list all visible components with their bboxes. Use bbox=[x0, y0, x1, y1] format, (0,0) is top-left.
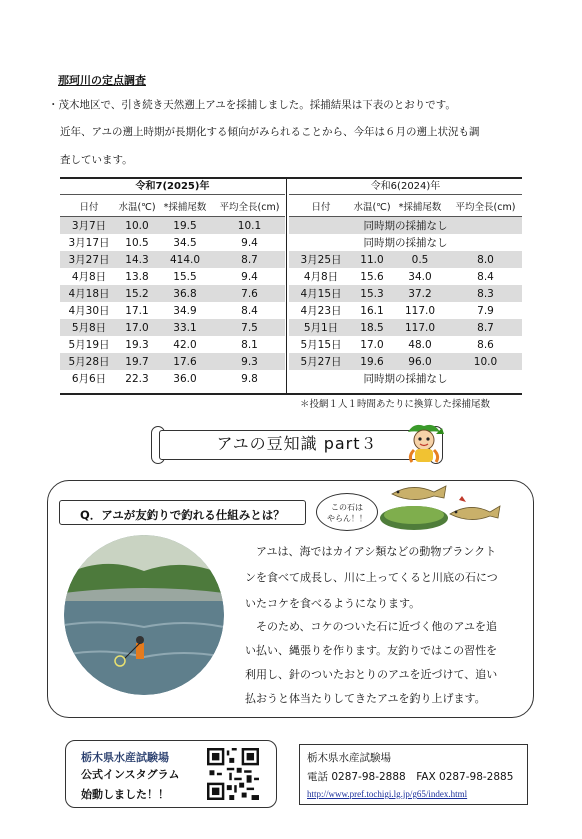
table-footnote: ＊投網１人１時間あたりに換算した採捕尾数 bbox=[300, 399, 491, 410]
table-2024-title: 令和6(2024)年 bbox=[289, 179, 522, 195]
cell-temp: 15.6 bbox=[360, 270, 384, 283]
table-row bbox=[60, 285, 285, 302]
cell-date: 3月25日 bbox=[300, 254, 342, 266]
cell-length: 7.5 bbox=[241, 321, 258, 334]
table-row bbox=[289, 251, 522, 268]
no-sample-note: 同時期の採捕なし bbox=[363, 237, 448, 249]
intro-line-2: 近年、アユの遡上時期が長期化する傾向がみられることから、今年は６月の遡上状況も調 bbox=[60, 126, 480, 138]
cell-length: 9.4 bbox=[241, 270, 258, 283]
cell-length: 8.1 bbox=[241, 338, 258, 351]
table-row bbox=[60, 234, 285, 251]
speech-bubble bbox=[316, 493, 378, 531]
cell-temp: 15.2 bbox=[125, 287, 149, 300]
answer-line-4: そのため、コケのついた石に近づく他のアユを追 bbox=[256, 620, 498, 633]
contact-name: 栃木県水産試験場 bbox=[307, 752, 391, 764]
instagram-label: 公式インスタグラム bbox=[81, 768, 180, 781]
cell-count: 19.5 bbox=[173, 219, 197, 232]
cell-date: 5月15日 bbox=[300, 339, 342, 351]
cell-count: 96.0 bbox=[408, 355, 432, 368]
table-row bbox=[289, 336, 522, 353]
cell-length: 8.0 bbox=[477, 253, 494, 266]
question-text: Q．アユが友釣りで釣れる仕組みとは？ bbox=[80, 508, 285, 522]
cell-date: 5月8日 bbox=[71, 322, 107, 334]
cell-length: 10.0 bbox=[473, 355, 498, 368]
table-row bbox=[289, 234, 522, 251]
header-temp: 水温(℃) bbox=[118, 201, 156, 213]
table-row bbox=[60, 336, 285, 353]
table-row bbox=[60, 353, 285, 370]
mascot-icon bbox=[400, 420, 448, 468]
bubble-line-2: やらん！！ bbox=[327, 514, 367, 523]
cell-count: 36.8 bbox=[173, 287, 197, 300]
cell-length: 8.7 bbox=[241, 253, 258, 266]
table-row bbox=[289, 268, 522, 285]
section-heading: 那珂川の定点調査 bbox=[58, 74, 146, 87]
cell-length: 9.4 bbox=[241, 236, 258, 249]
cell-count: 414.0 bbox=[169, 253, 201, 266]
answer-line-1: アユは、海ではカイアシ類などの動物プランクト bbox=[256, 545, 497, 558]
header-length: 平均全長(cm) bbox=[219, 201, 280, 213]
cell-count: 0.5 bbox=[411, 253, 429, 266]
cell-temp: 17.0 bbox=[125, 321, 149, 334]
table-row bbox=[289, 302, 522, 319]
table-row bbox=[60, 268, 285, 285]
contact-url-link[interactable]: http://www.pref.tochigi.lg.jp/g65/index.html bbox=[307, 789, 468, 799]
table-2025-title: 令和7(2025)年 bbox=[60, 179, 285, 195]
cell-length: 8.4 bbox=[477, 270, 494, 283]
table-2025 bbox=[60, 179, 285, 387]
header-date: 日付 bbox=[311, 201, 331, 213]
cell-date: 4月15日 bbox=[300, 288, 342, 300]
no-sample-note: 同時期の採捕なし bbox=[363, 373, 448, 385]
fish-on-stone-illustration bbox=[372, 482, 502, 532]
no-sample-note: 同時期の採捕なし bbox=[363, 220, 448, 232]
cell-length: 7.9 bbox=[477, 304, 494, 317]
answer-line-7: 払おうと体当たりしてきたアユを釣り上げます。 bbox=[245, 692, 486, 705]
river-fishing-photo bbox=[64, 535, 224, 695]
answer-line-2: ンを食べて成長し、川に上ってくると川底の石につ bbox=[245, 571, 498, 584]
table-row bbox=[60, 319, 285, 336]
header-temp: 水温(℃) bbox=[353, 201, 391, 213]
cell-temp: 19.3 bbox=[125, 338, 149, 351]
cell-length: 7.6 bbox=[241, 287, 258, 300]
cell-temp: 14.3 bbox=[125, 253, 149, 266]
cell-count: 37.2 bbox=[408, 287, 432, 300]
cell-date: 5月28日 bbox=[68, 356, 110, 368]
cell-length: 8.3 bbox=[477, 287, 494, 300]
cell-length: 10.1 bbox=[237, 219, 262, 232]
cell-count: 48.0 bbox=[408, 338, 432, 351]
answer-line-3: いたコケを食べるようになります。 bbox=[245, 597, 421, 610]
cell-temp: 17.0 bbox=[360, 338, 384, 351]
cell-date: 5月27日 bbox=[300, 356, 342, 368]
instagram-org-name: 栃木県水産試験場 bbox=[81, 751, 169, 764]
cell-count: 34.0 bbox=[408, 270, 432, 283]
cell-temp: 13.8 bbox=[125, 270, 149, 283]
cell-date: 6月6日 bbox=[71, 373, 107, 385]
table-row bbox=[60, 217, 285, 234]
cell-count: 15.5 bbox=[173, 270, 197, 283]
cell-temp: 19.7 bbox=[125, 355, 149, 368]
banner-title: アユの豆知識 part３ bbox=[216, 434, 378, 453]
header-length: 平均全長(cm) bbox=[455, 201, 516, 213]
cell-length: 8.7 bbox=[477, 321, 494, 334]
cell-temp: 18.5 bbox=[360, 321, 384, 334]
cell-date: 4月23日 bbox=[300, 305, 342, 317]
cell-length: 9.3 bbox=[241, 355, 258, 368]
cell-count: 34.5 bbox=[173, 236, 197, 249]
cell-temp: 16.1 bbox=[360, 304, 384, 317]
cell-length: 8.6 bbox=[477, 338, 494, 351]
cell-temp: 11.0 bbox=[360, 253, 384, 266]
intro-line-1: ・茂木地区で、引き続き天然遡上アユを採捕しました。採捕結果は下表のとおりです。 bbox=[48, 99, 456, 111]
cell-count: 117.0 bbox=[404, 321, 436, 334]
header-date: 日付 bbox=[79, 201, 99, 213]
survey-tables bbox=[60, 177, 522, 395]
cell-temp: 19.6 bbox=[360, 355, 384, 368]
cell-count: 17.6 bbox=[173, 355, 197, 368]
cell-date: 4月18日 bbox=[68, 288, 110, 300]
cell-date: 3月7日 bbox=[71, 220, 107, 232]
cell-temp: 15.3 bbox=[360, 287, 384, 300]
cell-temp: 10.5 bbox=[125, 236, 149, 249]
table-divider bbox=[286, 179, 287, 393]
table-2025-header bbox=[60, 195, 285, 217]
cell-count: 117.0 bbox=[404, 304, 436, 317]
table-2024-header bbox=[289, 195, 522, 217]
table-row bbox=[60, 370, 285, 387]
cell-temp: 17.1 bbox=[125, 304, 149, 317]
cell-length: 8.4 bbox=[241, 304, 258, 317]
cell-count: 36.0 bbox=[173, 372, 197, 385]
cell-temp: 10.0 bbox=[125, 219, 149, 232]
table-row bbox=[289, 217, 522, 234]
cell-temp: 22.3 bbox=[125, 372, 149, 385]
cell-date: 4月30日 bbox=[68, 305, 110, 317]
table-row bbox=[289, 353, 522, 370]
table-row bbox=[289, 319, 522, 336]
answer-line-5: い払い、縄張りを作ります。友釣りではこの習性を bbox=[245, 644, 498, 657]
cell-count: 42.0 bbox=[173, 338, 197, 351]
header-count: *採捕尾数 bbox=[398, 201, 442, 213]
table-row bbox=[289, 370, 522, 387]
cell-date: 4月8日 bbox=[303, 271, 339, 283]
table-2024 bbox=[289, 179, 522, 387]
cell-count: 34.9 bbox=[173, 304, 197, 317]
cell-date: 5月19日 bbox=[68, 339, 110, 351]
intro-line-3: 査しています。 bbox=[60, 154, 133, 166]
answer-line-6: 利用し、針のついたおとりのアユを近づけて、追い bbox=[245, 668, 498, 681]
qr-code-icon[interactable] bbox=[207, 748, 259, 800]
cell-count: 33.1 bbox=[173, 321, 197, 334]
table-row bbox=[289, 285, 522, 302]
cell-date: 4月8日 bbox=[71, 271, 107, 283]
table-row bbox=[60, 251, 285, 268]
cell-date: 5月1日 bbox=[303, 322, 339, 334]
cell-length: 9.8 bbox=[241, 372, 258, 385]
cell-date: 3月17日 bbox=[68, 237, 110, 249]
bubble-line-1: この石は bbox=[331, 503, 363, 512]
table-row bbox=[60, 302, 285, 319]
cell-date: 3月27日 bbox=[68, 254, 110, 266]
header-count: *採捕尾数 bbox=[163, 201, 207, 213]
instagram-started: 始動しました！！ bbox=[81, 788, 169, 801]
contact-phone: 電話 0287-98-2888 FAX 0287-98-2885 bbox=[307, 771, 514, 783]
